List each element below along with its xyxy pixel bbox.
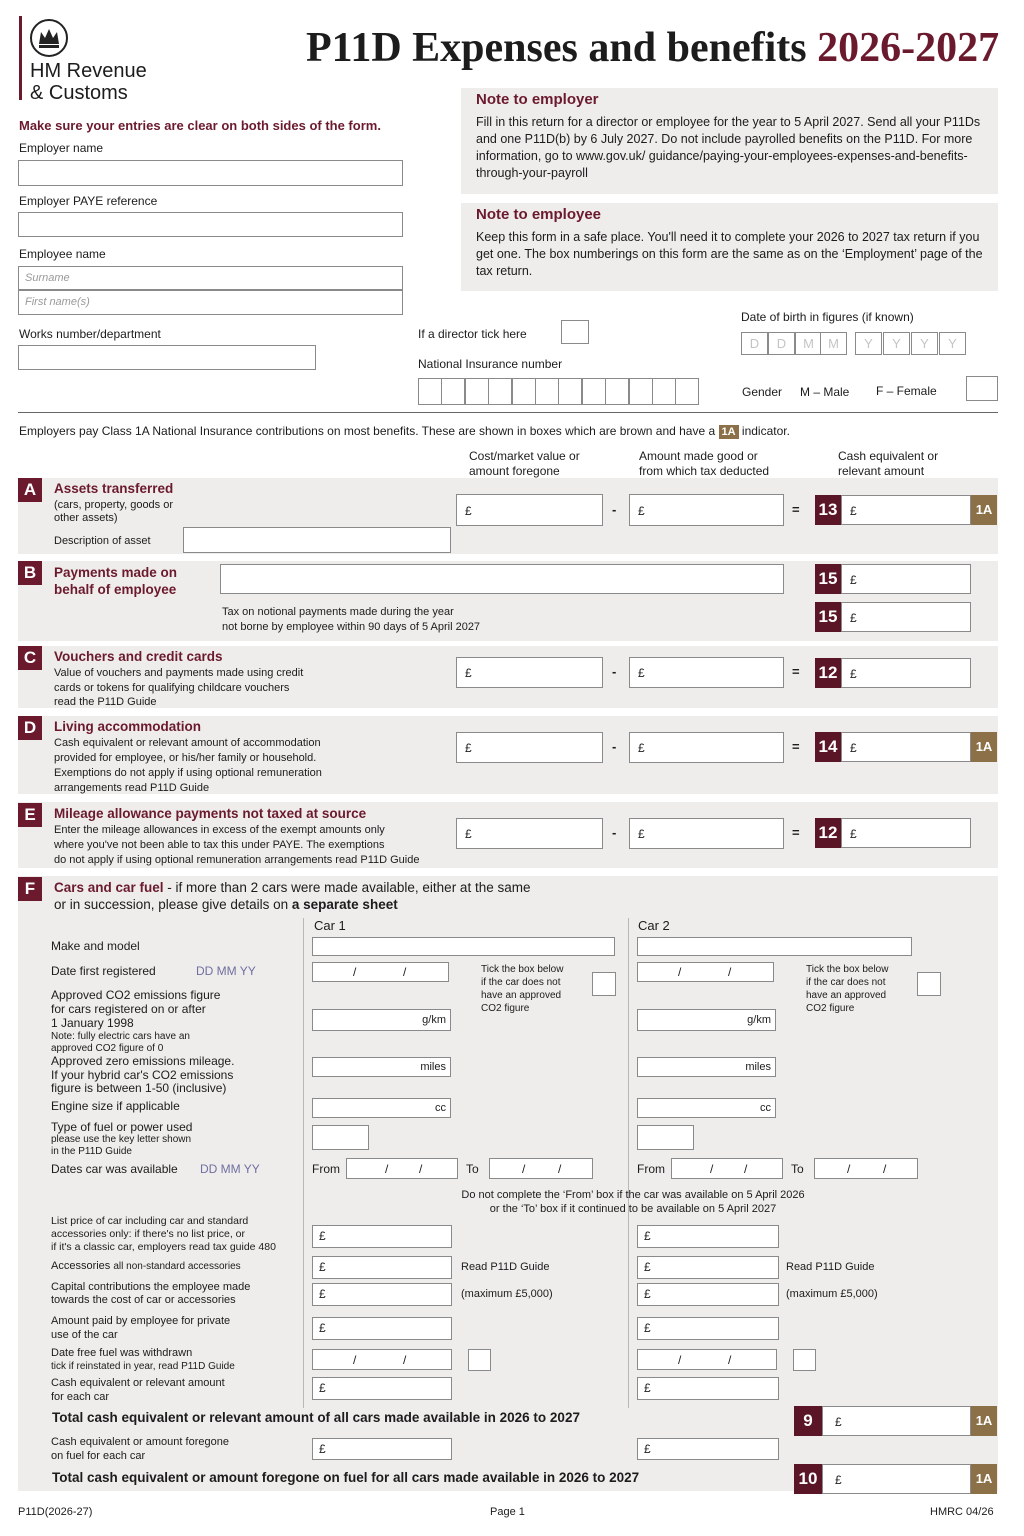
pound-sign: £ (465, 666, 472, 680)
date-separator: / (403, 965, 407, 979)
dob-cell[interactable]: D (741, 332, 768, 355)
dnc-2: or the ‘To’ box if it continued to be available on 5 April 2027 (489, 1203, 777, 1215)
co2-label-3: 1 January 1998 (51, 1016, 134, 1030)
pound-sign: £ (644, 1321, 651, 1335)
section-d-cost-field[interactable] (456, 732, 603, 763)
section-c-desc-3: read the P11D Guide (54, 696, 157, 708)
equals-sign: = (792, 825, 800, 840)
engine-label: Engine size if applicable (51, 1099, 180, 1113)
equals-sign: = (792, 664, 800, 679)
section-f-title-main: Cars and car fuel (54, 880, 164, 895)
paid-label-1: Amount paid by employee for private (51, 1315, 231, 1327)
section-c-cash-eq-field[interactable] (841, 658, 971, 688)
accessories-label-small: all non-standard accessories (113, 1261, 241, 1272)
paye-ref-field[interactable] (18, 212, 403, 237)
car1-accessories-field[interactable] (312, 1256, 452, 1279)
ni-cell[interactable] (629, 378, 653, 405)
car2-fuel-cash-eq-field[interactable] (637, 1438, 779, 1460)
firstname-placeholder: First name(s) (25, 296, 90, 308)
date-first-label: Date first registered (51, 964, 156, 978)
car1-fuel-reinstated-checkbox[interactable] (468, 1349, 491, 1371)
section-a-title: Assets transferred (54, 481, 174, 496)
car2-engine-size-field[interactable] (637, 1098, 776, 1118)
pound-sign: £ (644, 1229, 651, 1243)
section-d-desc-3: Exemptions do not apply if using optional remuneration (54, 767, 322, 779)
ni-cell[interactable] (465, 378, 489, 405)
section-e-cost-field[interactable] (456, 818, 603, 849)
car1-from-date-field[interactable] (346, 1158, 458, 1179)
date-separator: / (728, 1353, 732, 1367)
car1-make-model-field[interactable] (312, 937, 615, 956)
box-14: 14 (815, 732, 841, 762)
footer-version: HMRC 04/26 (930, 1506, 994, 1518)
pound-sign: £ (835, 1473, 842, 1487)
dob-label: Date of birth in figures (if known) (741, 310, 914, 324)
date-separator: / (558, 1162, 562, 1176)
car1-capital-contrib-field[interactable] (312, 1283, 452, 1306)
list-label-2: accessories only: if there's no list price, or (51, 1228, 245, 1240)
car1-fuel-cash-eq-field[interactable] (312, 1438, 452, 1460)
car2-free-fuel-date-field[interactable] (637, 1349, 777, 1370)
section-a-cash-eq-field[interactable] (841, 495, 971, 525)
dates-available-label: Dates car was available (51, 1162, 178, 1176)
footer-page: Page 1 (490, 1506, 525, 1518)
section-b-amount-field[interactable] (841, 564, 971, 594)
unit-gkm: g/km (422, 1014, 446, 1026)
zero-label-1: Approved zero emissions mileage. (51, 1054, 235, 1068)
car1-cash-eq-field[interactable] (312, 1377, 452, 1400)
box-15-tax: 15 (815, 602, 841, 632)
pound-sign: £ (319, 1287, 326, 1301)
employer-name-label: Employer name (19, 141, 104, 155)
car1-header: Car 1 (314, 918, 346, 933)
section-b-tax-1: Tax on notional payments made during the year (222, 606, 454, 618)
section-c-cost-field[interactable] (456, 657, 603, 688)
section-d-desc (54, 736, 322, 796)
car2-tick-note (806, 963, 916, 1015)
car1-from-label: From (312, 1162, 340, 1176)
car2-read-guide-note: Read P11D Guide (786, 1261, 875, 1273)
section-b-title (54, 564, 177, 598)
date-separator: / (678, 965, 682, 979)
ni-cell[interactable] (441, 378, 465, 405)
pound-sign: £ (850, 827, 857, 841)
surname-field[interactable] (18, 266, 403, 290)
car2-header: Car 2 (638, 918, 670, 933)
car2-from-label: From (637, 1162, 665, 1176)
date-separator: / (744, 1162, 748, 1176)
free-fuel-label: Date free fuel was withdrawn (51, 1347, 193, 1359)
co2-label (51, 988, 220, 1030)
car1-tick-note-line: if the car does not (481, 977, 561, 988)
car1-zero-miles-field[interactable] (312, 1057, 451, 1077)
pound-sign: £ (644, 1381, 651, 1395)
ceq-label-2: for each car (51, 1391, 110, 1403)
unit-cc: cc (760, 1102, 771, 1114)
fuel-type-note (51, 1134, 191, 1157)
director-label: If a director tick here (418, 327, 527, 341)
title-main: P11D Expenses and benefits (306, 25, 807, 71)
car1-free-fuel-date-field[interactable] (312, 1349, 452, 1370)
car2-tick-note-line: if the car does not (806, 977, 886, 988)
car2-to-date-field[interactable] (814, 1158, 918, 1179)
section-a-cost-field[interactable] (456, 494, 603, 526)
paye-ref-label: Employer PAYE reference (19, 194, 158, 208)
section-d-letter: D (18, 716, 42, 740)
title-year: 2026-2027 (817, 25, 1000, 71)
ni-cell[interactable] (488, 378, 512, 405)
class-1a-badge: 1A (971, 1464, 997, 1494)
section-d-title: Living accommodation (54, 719, 202, 734)
cap-label-2: towards the cost of car or accessories (51, 1294, 236, 1306)
page-title (306, 24, 999, 72)
section-f-title2a: or in succession, please give details on (54, 897, 292, 912)
footer-form-id: P11D(2026-27) (18, 1506, 93, 1518)
co2-note (51, 1031, 190, 1055)
car2-capital-contrib-field[interactable] (637, 1283, 779, 1306)
car2-list-price-field[interactable] (637, 1225, 779, 1248)
pound-sign: £ (319, 1229, 326, 1243)
section-a-made-good-field[interactable] (629, 494, 784, 526)
col-header-cash-eq (838, 449, 938, 479)
equals-sign: = (792, 502, 800, 517)
pound-sign: £ (850, 611, 857, 625)
car2-tick-note-line: CO2 figure (806, 1003, 855, 1014)
date-separator: / (419, 1162, 423, 1176)
col-header-made-good-2: from which tax deducted (639, 464, 770, 478)
cash-eq-car-label (51, 1376, 225, 1404)
pound-sign: £ (835, 1415, 842, 1429)
car2-co2-field[interactable] (637, 1009, 776, 1031)
minus-sign: - (612, 825, 617, 840)
section-e-desc-2: where you've not been able to tax this under PAYE. The exemptions (54, 839, 385, 851)
zero-label-2: If your hybrid car's CO2 emissions (51, 1067, 234, 1082)
total-cars-field[interactable] (822, 1406, 971, 1436)
org-name-1: HM Revenue (30, 60, 147, 82)
minus-sign: - (612, 502, 617, 517)
minus-sign: - (612, 664, 617, 679)
total-fuel-field[interactable] (822, 1464, 971, 1494)
date-separator: / (883, 1162, 887, 1176)
pound-sign: £ (850, 504, 857, 518)
pound-sign: £ (644, 1442, 651, 1456)
car1-list-price-field[interactable] (312, 1225, 452, 1248)
class-1a-badge: 1A (971, 732, 997, 762)
car2-cash-eq-field[interactable] (637, 1377, 779, 1400)
co2-label-1: Approved CO2 emissions figure (51, 988, 221, 1002)
section-b-title-2: behalf of employee (54, 582, 177, 597)
section-e-letter: E (18, 803, 42, 827)
car2-to-label: To (791, 1162, 804, 1176)
crown-icon (28, 18, 70, 58)
surname-placeholder: Surname (25, 272, 70, 284)
section-b-letter: B (18, 561, 42, 585)
note-employer-body: Fill in this return for a director or employee for the year to 5 April 2027. Send all your P11Ds and one P11D(b) by 6 July 2027. Do not include payrolled benefits on the P11D. For more information, go to www.gov.uk/ guidance/paying-your-employees-expenses-and-benefits-through-your-payroll (476, 115, 981, 180)
box-9: 9 (794, 1406, 822, 1436)
pound-sign: £ (465, 741, 472, 755)
pound-sign: £ (319, 1321, 326, 1335)
ni-cell[interactable] (535, 378, 559, 405)
dob-cell[interactable]: Y (883, 332, 910, 355)
pound-sign: £ (644, 1260, 651, 1274)
unit-cc: cc (435, 1102, 446, 1114)
paid-label-2: use of the car (51, 1329, 118, 1341)
gender-label: Gender (742, 385, 783, 399)
section-d-desc-4: arrangements read P11D Guide (54, 782, 210, 794)
fuel-note-2: in the P11D Guide (51, 1145, 132, 1157)
cap-label-1: Capital contributions the employee made (51, 1281, 251, 1293)
ceq-label-1: Cash equivalent or relevant amount (51, 1377, 225, 1389)
pound-sign: £ (465, 504, 472, 518)
car1-max-note: (maximum £5,000) (461, 1288, 553, 1300)
section-e-desc (54, 823, 419, 868)
do-not-complete-note (313, 1188, 953, 1216)
car1-private-use-field[interactable] (312, 1317, 452, 1340)
car1-to-label: To (466, 1162, 479, 1176)
car2-zero-miles-field[interactable] (637, 1057, 776, 1077)
section-c-letter: C (18, 646, 42, 670)
date-separator: / (678, 1353, 682, 1367)
car2-column-rule (628, 918, 629, 1408)
fuel-type-label: Type of fuel or power used (51, 1120, 193, 1134)
works-number-field[interactable] (18, 345, 316, 370)
date-separator: / (403, 1353, 407, 1367)
section-b-title-1: Payments made on (54, 565, 178, 580)
date-separator: / (353, 1353, 357, 1367)
capital-contrib-label (51, 1281, 250, 1307)
car2-private-use-field[interactable] (637, 1317, 779, 1340)
col-header-cash-eq-2: relevant amount (838, 464, 925, 478)
section-b-tax-note (222, 605, 480, 635)
class1a-text-after: indicator. (741, 424, 790, 438)
asset-description-label: Description of asset (54, 535, 151, 547)
unit-miles: miles (420, 1061, 446, 1073)
car1-tick-note-line: Tick the box below (481, 964, 564, 975)
list-label-3: if it's a classic car, employers read tax guide 480 (51, 1241, 276, 1253)
gender-field[interactable] (966, 376, 998, 401)
dob-cell[interactable]: M (820, 332, 847, 355)
section-b-description-field[interactable] (220, 564, 784, 594)
pound-sign: £ (638, 666, 645, 680)
ni-cell[interactable] (605, 378, 629, 405)
employer-name-field[interactable] (18, 160, 403, 186)
co2-note-2: approved CO2 figure of 0 (51, 1043, 164, 1054)
ni-cell[interactable] (418, 378, 442, 405)
box-12: 12 (815, 658, 841, 688)
car1-column-rule (303, 918, 304, 1408)
pound-sign: £ (638, 827, 645, 841)
pound-sign: £ (319, 1442, 326, 1456)
class-1a-badge: 1A (971, 495, 997, 525)
box-12-mileage: 12 (815, 818, 841, 848)
zero-emissions-label (51, 1055, 234, 1096)
car1-date-registered-field[interactable] (312, 962, 449, 982)
dob-cell[interactable]: M (795, 332, 822, 355)
section-f-title-rest: - if more than 2 cars were made available, either at the same (163, 880, 531, 895)
gender-female-label: F – Female (876, 384, 937, 398)
dates-available-format: DD MM YY (200, 1162, 260, 1176)
section-c-desc-1: Value of vouchers and payments made using credit (54, 667, 304, 679)
dob-cell[interactable]: Y (855, 332, 882, 355)
date-separator: / (847, 1162, 851, 1176)
section-c-desc-2: cards or tokens for qualifying childcare vouchers (54, 681, 290, 694)
pound-sign: £ (465, 827, 472, 841)
car2-tick-note-line: Tick the box below (806, 964, 889, 975)
employee-name-label: Employee name (19, 247, 106, 261)
section-f-letter: F (18, 877, 42, 901)
works-number-label: Works number/department (19, 327, 161, 341)
car1-fuel-type-field[interactable] (312, 1125, 369, 1150)
col-header-made-good-1: Amount made good or (639, 449, 758, 463)
equals-sign: = (792, 739, 800, 754)
accessories-label-main: Accessories (51, 1260, 111, 1272)
fuel-cash-eq-label (51, 1435, 229, 1463)
section-b-tax-2: not borne by employee within 90 days of 5 April 2027 (222, 621, 481, 633)
pound-sign: £ (850, 741, 857, 755)
ni-cell[interactable] (675, 378, 699, 405)
section-a-sub-2: other assets) (54, 512, 118, 524)
section-b-tax-field[interactable] (841, 602, 971, 632)
fuel-ceq-1: Cash equivalent or amount foregone (51, 1436, 229, 1448)
section-d-desc-2: provided for employee, or his/her family or household. (54, 752, 317, 764)
section-c-title: Vouchers and credit cards (54, 649, 223, 664)
make-model-label: Make and model (51, 939, 140, 953)
car2-accessories-field[interactable] (637, 1256, 779, 1279)
dob-cell[interactable]: D (768, 332, 795, 355)
co2-note-1: Note: fully electric cars have an (51, 1031, 190, 1042)
list-price-label (51, 1215, 276, 1254)
make-sure-text: Make sure your entries are clear on both sides of the form. (19, 118, 381, 133)
list-label-1: List price of car including car and standard (51, 1215, 249, 1227)
col-header-cost (469, 449, 580, 479)
pound-sign: £ (319, 1381, 326, 1395)
section-e-desc-3: do not apply if using optional remuneration arrangements read P11D Guide (54, 854, 420, 866)
date-separator: / (385, 1162, 389, 1176)
firstname-field[interactable] (18, 290, 403, 315)
box-13: 13 (815, 495, 841, 525)
date-first-format: DD MM YY (196, 964, 256, 978)
section-c-made-good-field[interactable] (629, 657, 784, 688)
director-checkbox[interactable] (561, 320, 589, 344)
org-name-2: & Customs (30, 82, 128, 104)
box-10: 10 (794, 1464, 822, 1494)
divider (18, 412, 998, 413)
car2-max-note: (maximum £5,000) (786, 1288, 878, 1300)
section-d-cash-eq-field[interactable] (841, 732, 971, 762)
note-employee-title: Note to employee (476, 206, 602, 223)
class1a-text-before: Employers pay Class 1A National Insurance contributions on most benefits. These are shown in boxes which are brown and have a (19, 424, 716, 438)
logo-rule (19, 16, 22, 100)
fuel-note-1: please use the key letter shown (51, 1134, 192, 1145)
section-c-desc (54, 666, 303, 710)
section-e-title: Mileage allowance payments not taxed at source (54, 806, 367, 821)
co2-label-2: for cars registered on or after (51, 1002, 206, 1016)
col-header-cost-1: Cost/market value or (469, 449, 580, 463)
section-f-title (54, 879, 530, 913)
gender-male-label: M – Male (800, 385, 850, 399)
car2-fuel-type-field[interactable] (637, 1125, 694, 1150)
box-15: 15 (815, 564, 841, 594)
car2-fuel-reinstated-checkbox[interactable] (793, 1349, 816, 1371)
pound-sign: £ (319, 1260, 326, 1274)
private-use-label (51, 1314, 230, 1342)
class1a-text (19, 424, 790, 439)
col-header-cash-eq-1: Cash equivalent or (838, 449, 939, 463)
section-d-desc-1: Cash equivalent or relevant amount of accommodation (54, 737, 321, 749)
ni-cell[interactable] (512, 378, 536, 405)
car2-make-model-field[interactable] (637, 937, 912, 956)
ni-cell[interactable] (582, 378, 606, 405)
car1-to-date-field[interactable] (489, 1158, 593, 1179)
car1-tick-note (481, 963, 591, 1015)
section-e-cash-eq-field[interactable] (841, 818, 971, 848)
fuel-ceq-2: on fuel for each car (51, 1450, 146, 1462)
pound-sign: £ (850, 573, 857, 587)
date-separator: / (353, 965, 357, 979)
col-header-made-good (639, 449, 769, 479)
car1-co2-field[interactable] (312, 1009, 451, 1031)
col-header-cost-2: amount foregone (469, 464, 560, 478)
pound-sign: £ (644, 1287, 651, 1301)
asset-description-field[interactable] (183, 527, 451, 553)
free-fuel-note: tick if reinstated in year, read P11D Guide (51, 1361, 235, 1372)
car1-tick-note-line: CO2 figure (481, 1003, 530, 1014)
section-f-title2b: a separate sheet (291, 897, 398, 912)
pound-sign: £ (850, 667, 857, 681)
total-fuel-label: Total cash equivalent or amount foregone on fuel for all cars made available in 2026 to 2027 (52, 1470, 640, 1485)
accessories-label (51, 1260, 241, 1273)
section-d-made-good-field[interactable] (629, 732, 784, 763)
note-employee-body: Keep this form in a safe place. You'll need it to complete your 2026 to 2027 tax return if you get one. The box numberings on this form are the same as on the ‘Employment’ page of the tax return. (476, 230, 983, 278)
ni-number-label: National Insurance number (418, 357, 563, 371)
car2-tick-note-line: have an approved (806, 990, 887, 1001)
date-separator: / (522, 1162, 526, 1176)
car1-engine-size-field[interactable] (312, 1098, 451, 1118)
ni-cell[interactable] (652, 378, 676, 405)
note-employer-title: Note to employer (476, 91, 599, 108)
dob-cell[interactable]: Y (939, 332, 966, 355)
car2-from-date-field[interactable] (671, 1158, 783, 1179)
class1a-badge: 1A (719, 425, 739, 439)
dob-cell[interactable]: Y (911, 332, 938, 355)
section-a-sub-1: (cars, property, goods or (54, 499, 174, 511)
pound-sign: £ (638, 741, 645, 755)
section-a-letter: A (18, 478, 42, 502)
section-e-desc-1: Enter the mileage allowances in excess of the exempt amounts only (54, 824, 385, 836)
car2-no-co2-checkbox[interactable] (917, 972, 941, 996)
zero-label-3: figure is between 1-50 (inclusive) (51, 1081, 227, 1095)
section-e-made-good-field[interactable] (629, 818, 784, 849)
dnc-1: Do not complete the ‘From’ box if the car was available on 5 April 2026 (461, 1189, 805, 1201)
minus-sign: - (612, 739, 617, 754)
total-cars-label: Total cash equivalent or relevant amount of all cars made available in 2026 to 2027 (52, 1410, 580, 1425)
car1-read-guide-note: Read P11D Guide (461, 1261, 550, 1273)
car1-tick-note-line: have an approved (481, 990, 562, 1001)
car2-date-registered-field[interactable] (637, 962, 774, 982)
pound-sign: £ (638, 504, 645, 518)
ni-cell[interactable] (558, 378, 582, 405)
date-separator: / (728, 965, 732, 979)
unit-gkm: g/km (747, 1014, 771, 1026)
section-a-sub (54, 499, 173, 525)
car1-no-co2-checkbox[interactable] (592, 972, 616, 996)
date-separator: / (710, 1162, 714, 1176)
unit-miles: miles (745, 1061, 771, 1073)
class-1a-badge: 1A (971, 1406, 997, 1436)
